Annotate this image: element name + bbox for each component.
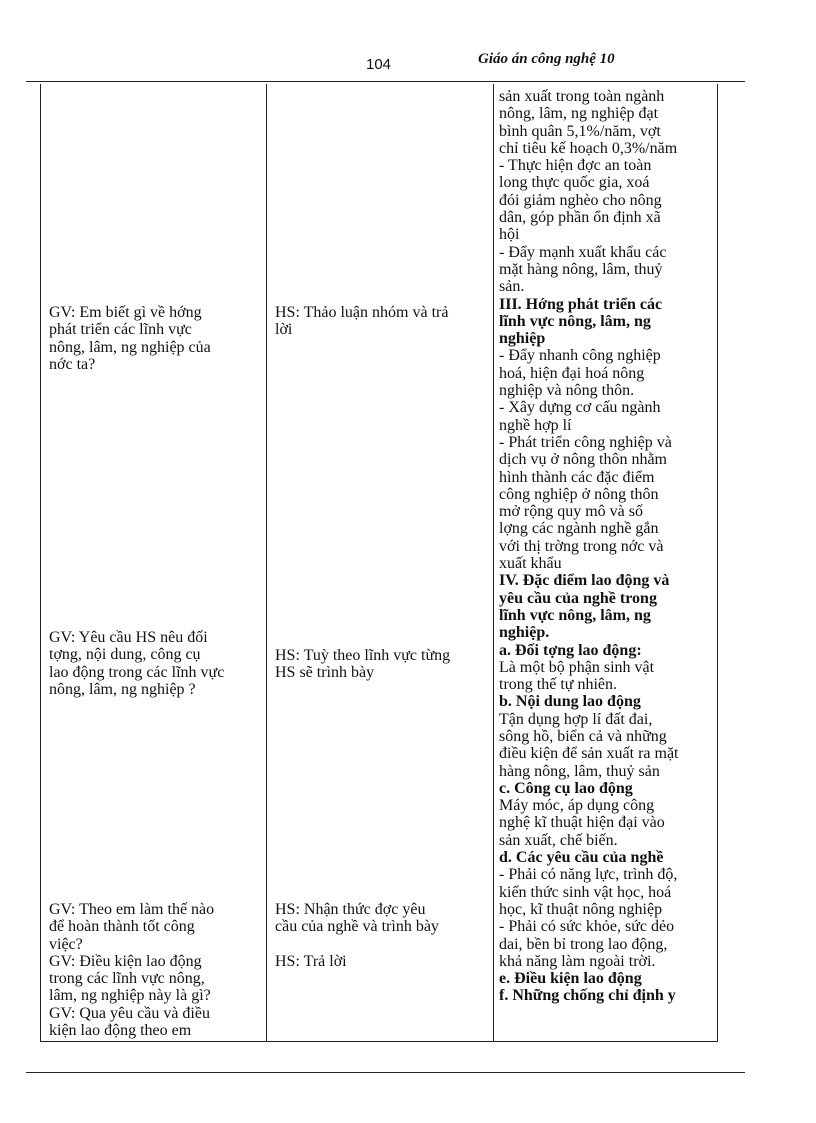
content-text-line: hoá, hiện đại hoá nông — [499, 364, 645, 382]
student-answer-discuss: HS: Thảo luận nhóm và trả lời — [275, 304, 449, 339]
content-text-line: dịch vụ ở nông thôn nhằm — [499, 451, 667, 469]
lesson-content-column — [494, 84, 718, 1041]
content-heading-line: III. Hớng phát triển các — [499, 295, 663, 313]
content-text-line: hàng nông, lâm, thuỷ sản — [499, 762, 660, 780]
content-heading-line: yêu cầu của nghề trong — [499, 589, 657, 607]
content-heading-line: e. Điều kiện lao động — [499, 970, 642, 988]
student-answer-aware: HS: Nhận thức đợc yêu cầu của nghề và trình bày — [275, 901, 439, 936]
content-heading-line: nghiệp. — [499, 624, 550, 642]
content-text-line: - Phải có sức khỏe, sức dẻo — [499, 918, 675, 936]
content-text-line: kiến thức sinh vật học, hoá — [499, 883, 672, 901]
content-text-line: - Đẩy nhanh công nghiệp — [499, 347, 661, 365]
content-text-line: - Thực hiện đợc an toàn — [499, 157, 652, 175]
content-text-line: sản xuất trong toàn ngành — [499, 88, 665, 105]
content-heading-line: a. Đối tợng lao động: — [499, 641, 642, 659]
content-text-line: - Phải có năng lực, trình độ, — [499, 866, 678, 884]
student-answer-reply: HS: Trả lời — [275, 953, 347, 970]
content-text-line: nông, lâm, ng nghiệp đạt — [499, 105, 659, 123]
content-text-line: với thị trờng trong nớc và — [499, 537, 664, 555]
content-heading-line: f. Những chống chỉ định y — [499, 987, 676, 1005]
content-text-line: mở rộng quy mô và số — [499, 503, 644, 521]
content-text-line: dai, bền bỉ trong lao động, — [499, 935, 668, 953]
content-text-line: - Xây dựng cơ cấu ngành — [499, 399, 661, 417]
content-text-line: sản xuất, chế biến. — [499, 831, 618, 849]
content-text-line: Là một bộ phận sinh vật — [499, 658, 655, 676]
content-text-line: - Đẩy mạnh xuất khẩu các — [499, 243, 667, 261]
content-text-line: sông hồ, biển cả và những — [499, 727, 667, 745]
content-text-line: sản. — [499, 278, 525, 296]
content-text-line: nghệ kĩ thuật hiện đại vào — [499, 814, 665, 832]
content-heading-line: lĩnh vực nông, lâm, ng — [499, 606, 651, 624]
content-text-line: điều kiện để sản xuất ra mặt — [499, 745, 679, 763]
content-text-line: lợng các ngành nghề gắn — [499, 520, 659, 538]
teacher-activity-column — [41, 84, 267, 1041]
content-text-line: nghề hợp lí — [499, 416, 572, 434]
content-text-line: nghiệp và nông thôn. — [499, 382, 635, 400]
book-title: Giáo án công nghệ 10 — [478, 51, 615, 67]
teacher-question-directions: GV: Em biết gì về hớng phát triển các lĩnh vực nông, lâm, ng nghiệp của nớc ta? — [49, 304, 211, 373]
student-activity-column — [267, 84, 494, 1041]
content-text-line: chỉ tiêu kế hoạch 0,3%/năm — [499, 139, 678, 157]
content-heading-line: nghiệp — [499, 330, 546, 348]
content-text-line: công nghiệp ở nông thôn — [499, 485, 659, 503]
content-heading-line: c. Công cụ lao động — [499, 779, 633, 797]
teacher-question-requirements: GV: Theo em làm thế nào để hoàn thành tốt công việc? GV: Điều kiện lao động trong các lĩnh vực nông, lâm, ng nghiệp này là gì? GV: Qua yêu cầu và điều kiện lao động theo em — [49, 901, 215, 1040]
content-text-line: đói giảm nghèo cho nông — [499, 191, 662, 209]
content-text-line: khả năng làm ngoài trời. — [499, 952, 656, 970]
lesson-content-text — [499, 88, 717, 1005]
content-heading-line: IV. Đặc điểm lao động và — [499, 572, 670, 590]
content-text-line: hội — [499, 226, 520, 244]
content-text-line: hình thành các đặc điểm — [499, 468, 655, 486]
content-text-line: Tận dụng hợp lí đất đai, — [499, 710, 653, 728]
content-text-line: - Phát triển công nghiệp và — [499, 433, 672, 451]
content-heading-line: d. Các yêu cầu của nghề — [499, 849, 664, 867]
content-text-line: mặt hàng nông, lâm, thuỷ — [499, 260, 663, 278]
content-text-line: dân, góp phần ổn định xã — [499, 209, 661, 227]
content-text-line: Máy móc, áp dụng công — [499, 797, 655, 815]
teacher-question-labor: GV: Yêu cầu HS nêu đối tợng, nội dung, công cụ lao động trong các lĩnh vực nông, lâm, ng nghiệp ? — [49, 629, 225, 698]
content-text-line: bình quân 5,1%/năm, vợt — [499, 122, 661, 140]
content-text-line: long thực quốc gia, xoá — [499, 174, 650, 192]
content-heading-line: b. Nội dung lao động — [499, 693, 641, 711]
content-text-line: xuất khẩu — [499, 555, 562, 573]
content-heading-line: lĩnh vực nông, lâm, ng — [499, 312, 651, 330]
footer-rule — [26, 1072, 745, 1073]
content-text-line: học, kĩ thuật nông nghiệp — [499, 900, 663, 918]
lesson-table — [40, 84, 718, 1042]
header-rule — [26, 81, 745, 82]
content-text-line: trong thế tự nhiên. — [499, 676, 617, 694]
page-number: 104 — [366, 56, 392, 73]
student-answer-present: HS: Tuỳ theo lĩnh vực từng HS sẽ trình bày — [275, 647, 451, 682]
